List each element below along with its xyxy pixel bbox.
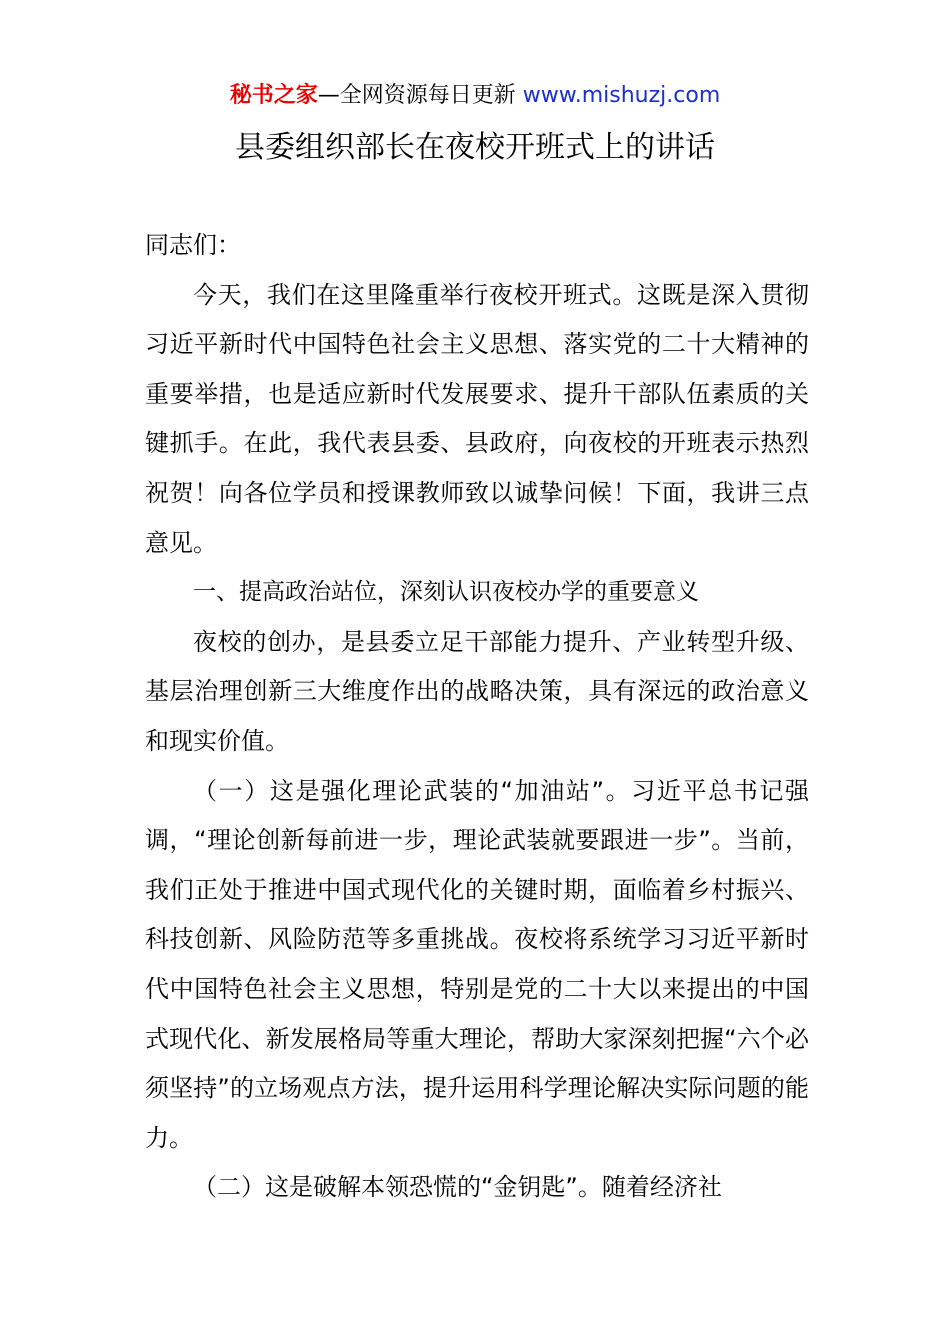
salutation: 同志们： xyxy=(145,231,241,259)
paragraph: 夜校的创办，是县委立足干部能力提升、产业转型升级、基层治理创新三大维度作出的战略决策，具有深远的政治意义和现实价值。 xyxy=(145,627,809,755)
banner-tagline: —全网资源每日更新 xyxy=(317,83,516,108)
paragraph: 今天，我们在这里隆重举行夜校开班式。这既是深入贯彻习近平新时代中国特色社会主义思想、落实党的二十大精神的重要举措，也是适应新时代发展要求、提升干部队伍素质的关键抓手。在此，我代表县委、县政府，向夜校的开班表示热烈祝贺！向各位学员和授课教师致以诚挚问候！下面，我讲三点意见。 xyxy=(145,280,809,557)
document-title: 县委组织部长在夜校开班式上的讲话 xyxy=(235,130,715,165)
section-heading: 一、提高政治站位，深刻认识夜校办学的重要意义 xyxy=(193,579,699,606)
paragraph: （一）这是强化理论武装的“加油站”。习近平总书记强调，“理论创新每前进一步，理论武装就要跟进一步”。当前，我们正处于推进中国式现代化的关键时期，面临着乡村振兴、科技创新、风险防范等多重挑战。夜校将系统学习习近平新时代中国特色社会主义思想，特别是党的二十大以来提出的中国式现代化、新发展格局等重大理论，帮助大家深刻把握“六个必须坚持”的立场观点方法，提升运用科学理论解决实际问题的能力。 xyxy=(145,776,809,1152)
site-url-link[interactable]: www.mishuzj.com xyxy=(522,83,721,108)
site-banner xyxy=(0,80,950,112)
document-body xyxy=(145,221,809,1213)
paragraph: （二）这是破解本领恐慌的“金钥匙”。随着经济社 xyxy=(193,1173,722,1202)
brand-name: 秘书之家 xyxy=(229,83,318,108)
